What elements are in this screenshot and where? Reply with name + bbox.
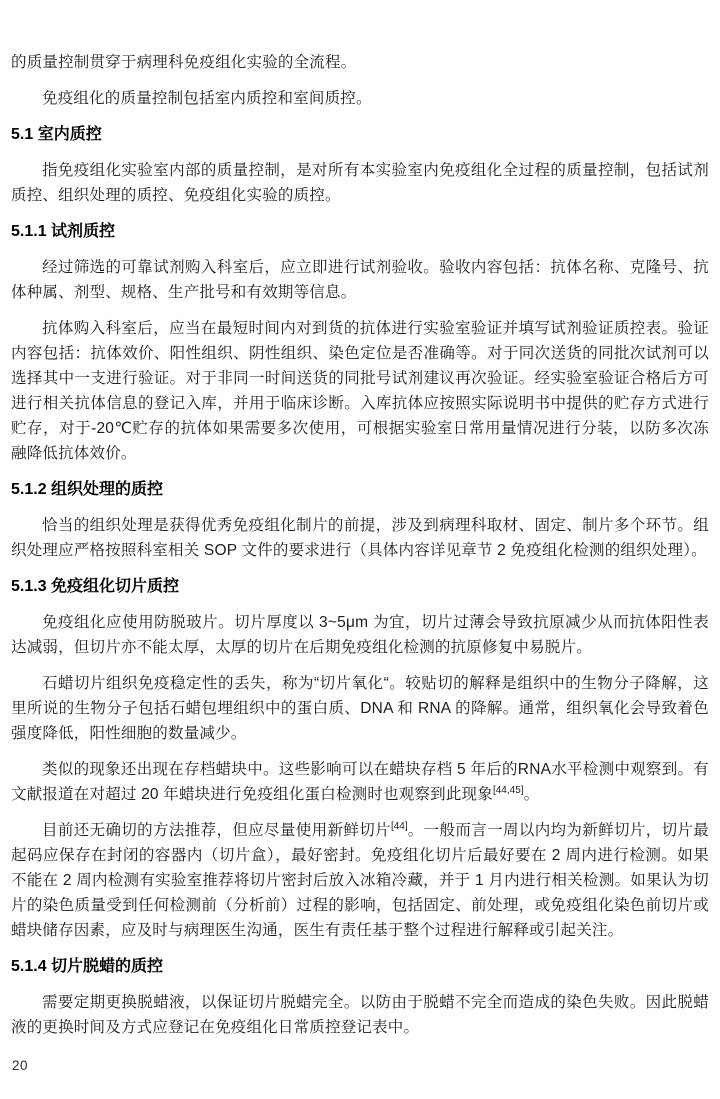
paragraph-5-1-3-slide-thickness: 免疫组化应使用防脱玻片。切片厚度以 3~5μm 为宜，切片过薄会导致抗原减少从而抗体阳性表达减弱，但切片亦不能太厚，太厚的切片在后期免疫组化检测的抗原修复中易脱片。 <box>11 614 709 656</box>
paragraph-5-1-4-dewaxing: 需要定期更换脱蜡液，以保证切片脱蜡完全。以防由于脱蜡不完全而造成的染色失败。因此脱蜡液的更换时间及方式应登记在免疫组化日常质控登记表中。 <box>11 994 709 1036</box>
paragraph-5-1-1-reagent-acceptance: 经过筛选的可靠试剂购入科室后，应立即进行试剂验收。验收内容包括：抗体名称、克隆号、抗体种属、剂型、规格、生产批号和有效期等信息。 <box>11 259 709 301</box>
paragraph-5-1: 指免疫组化实验室内部的质量控制，是对所有本实验室内免疫组化全过程的质量控制，包括试剂质控、组织处理的质控、免疫组化实验的质控。 <box>11 162 709 204</box>
section-heading-5-1-1: 5.1.1 试剂质控 <box>11 223 116 240</box>
paragraph-text: 目前还无确切的方法推荐，但应尽量使用新鲜切片 <box>42 822 391 839</box>
paragraph-intro-continuation: 的质量控制贯穿于病理科免疫组化实验的全流程。 <box>11 54 357 71</box>
paragraph-intro: 免疫组化的质量控制包括室内质控和室间质控。 <box>42 90 372 107</box>
page-number: 20 <box>12 1058 29 1073</box>
section-heading-5-1-3: 5.1.3 免疫组化切片质控 <box>11 578 180 595</box>
section-heading-5-1-4: 5.1.4 切片脱蜡的质控 <box>11 958 164 975</box>
paragraph-text: 。一般而言一周以内均为新鲜切片，切片最起码应保存在封闭的容器内（切片盒），最好密封。免疫组化切片后最好要在 2 周内进行检测。如果不能在 2 周内检测有实验室推荐将切片密封后放入冰箱冷藏，并于 1 月内进行相关检测。如果认为切片的染色质量受到任何检测前（分析前）过程的影响，包括固定、前处理，或免疫组化染色前切片或蜡块储存因素，应及时与病理医生沟通，医生有责任基于整个过程进行解释或引起关注。 <box>11 822 709 939</box>
paragraph-5-1-3-archived-blocks <box>11 757 709 807</box>
section-heading-5-1-2: 5.1.2 组织处理的质控 <box>11 481 164 498</box>
paragraph-5-1-2-tissue-processing: 恰当的组织处理是获得优秀免疫组化制片的前提，涉及到病理科取材、固定、制片多个环节。组织处理应严格按照科室相关 SOP 文件的要求进行（具体内容详见章节 2 免疫组化检测的组织处理）。 <box>11 517 709 559</box>
paragraph-5-1-1-antibody-verification: 抗体购入科室后，应当在最短时间内对到货的抗体进行实验室验证并填写试剂验证质控表。验证内容包括：抗体效价、阳性组织、阴性组织、染色定位是否准确等。对于同次送货的同批次试剂可以选择其中一支进行验证。对于非同一时间送货的同批号试剂建议再次验证。经实验室验证合格后方可进行相关抗体信息的登记入库，并用于临床诊断。入库抗体应按照实际说明书中提供的贮存方式进行贮存，对于-20℃贮存的抗体如果需要多次使用，可根据实验室日常用量情况进行分装，以防多次冻融降低抗体效价。 <box>11 320 709 462</box>
paragraph-5-1-3-fresh-sections <box>11 818 709 943</box>
paragraph-text: 类似的现象还出现在存档蜡块中。这些影响可以在蜡块存档 5 年后的RNA水平检测中观察到。有文献报道在对超过 20 年蜡块进行免疫组化蛋白检测时也观察到此现象 <box>11 761 709 803</box>
paragraph-text: 。 <box>523 786 540 803</box>
citation-reference: [44] <box>390 820 408 832</box>
section-heading-5-1: 5.1 室内质控 <box>11 126 102 143</box>
paragraph-5-1-3-slide-oxidation: 石蜡切片组织免疫稳定性的丢失，称为“切片氧化“。较贴切的解释是组织中的生物分子降解，这里所说的生物分子包括石蜡包埋组织中的蛋白质、DNA 和 RNA 的降解。通常，组织氧化会导致着色强度降低，阳性细胞的数量减少。 <box>11 675 709 742</box>
citation-reference: [44,45] <box>492 784 524 796</box>
